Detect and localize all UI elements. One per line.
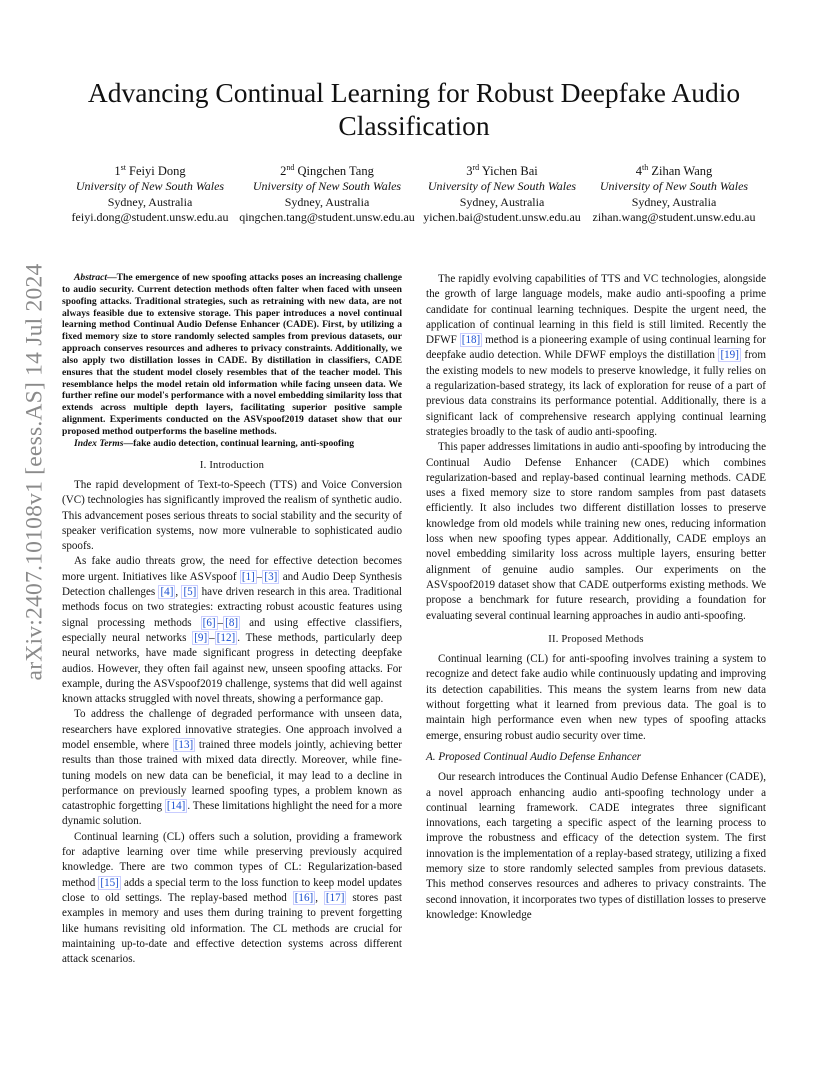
paragraph: This paper addresses limitations in audio anti-spoofing by introducing the Continual Audio Defense Enhancer (CADE) which combines regularization-based and replay-based continual learning methods. CADE uses a fixed memory size to store random samples from past datasets efficiently. It also includes two different distillation losses to preserve knowledge from old models while training new ones, reducing information loss when new spoofing types appear. Additionally, CADE employs an novel embedding similarity loss across multiple layers, ensuring better alignment of genuine audio samples. Our experiments on the ASVspoof2019 dataset show that CADE outperforms existing methods. We propose a benchmark for future research, providing a foundation for evaluating several continual learning approaches in audio anti-spoofing.: [426, 441, 766, 622]
citation-link[interactable]: [14]: [166, 800, 186, 813]
author-location: Sydney, Australia: [631, 194, 717, 209]
author-block: [232, 160, 422, 225]
author-location: Sydney, Australia: [284, 194, 370, 209]
paragraph: The rapidly evolving capabilities of TTS and VC technologies, alongside the growth of large language models, make audio anti-spoofing a prime candidate for continual learning techniques. Despite the urgent need, the application of continual learning in this field is still limited. Recently the DFWF [18] method is a pioneering example of using continual learning for deepfake audio detection. While DFWF employs the distillation [19] from the existing models to new models to preserve knowledge, it fully relies on a regularization-based strategy, its lack of exploration for reuse of a part of previous data constrains its performance potential. Additionally, there is a significant lack of comprehensive research applying continual learning strategies broadly to the task of audio anti-spoofing.: [426, 273, 766, 438]
citation-link[interactable]: [1]: [241, 570, 255, 583]
author-block: [412, 160, 592, 225]
citation-link[interactable]: [17]: [325, 891, 345, 904]
author-name: 2nd Qingchen Tang: [280, 163, 374, 179]
author-email: zihan.wang@student.unsw.edu.au: [592, 209, 756, 224]
author-email: yichen.bai@student.unsw.edu.au: [423, 209, 581, 224]
citation-link[interactable]: [5]: [183, 586, 197, 599]
citation-link[interactable]: [4]: [160, 586, 174, 599]
section-heading-introduction: I. Introduction: [199, 459, 265, 471]
author-affiliation: University of New South Wales: [75, 179, 225, 194]
author-name: 1st Feiyi Dong: [114, 163, 186, 179]
citation-link[interactable]: [9]: [194, 631, 208, 644]
author-email: qingchen.tang@student.unsw.edu.au: [239, 209, 415, 224]
paragraph: Continual learning (CL) offers such a solution, providing a framework for adaptive learning over time while preserving previously acquired knowledge. There are two common types of CL: Regularization-based method [15] adds a special term to the loss function to keep model updates close to old settings. The replay-based method [16] , [17] stores past examples in memory and uses them during training to prevent forgetting like humans revisiting old information. The CL methods are crucial for maintaining up-to-date and effective detection systems across different attack scenarios.: [62, 830, 402, 966]
abstract-label: Abstract: [74, 272, 108, 283]
paragraph: To address the challenge of degraded performance with unseen data, researchers have explored innovative strategies. One approach involved a model ensemble, where [13] trained three models jointly, achieving better results than those trained with mixed data directly. Moreover, while fine-tuning models on new data can be beneficial, it may lead to a decline in performance on previously learned spoofing types, a problem known as catastrophic forgetting [14] . These limitations highlight the need for a more dynamic solution.: [62, 708, 403, 828]
index-terms: [62, 438, 402, 450]
author-name: 3rd Yichen Bai: [466, 163, 538, 179]
author-location: Sydney, Australia: [459, 194, 545, 209]
citation-link[interactable]: [18]: [461, 334, 481, 347]
index-terms-text: —fake audio detection, continual learning, anti-spoofing: [123, 437, 355, 449]
citation-link[interactable]: [19]: [720, 349, 739, 362]
author-location: Sydney, Australia: [107, 194, 193, 209]
subsection-heading: A. Proposed Continual Audio Defense Enhancer: [426, 750, 642, 763]
author-affiliation: University of New South Wales: [599, 179, 749, 194]
citation-link[interactable]: [3]: [264, 570, 278, 583]
author-block: [584, 160, 764, 225]
citation-link[interactable]: [8]: [225, 616, 239, 629]
index-terms-label: Index Terms: [74, 437, 124, 449]
paragraph: Continual learning (CL) for anti-spoofing involves training a system to recognize and detect fake audio while continuously updating and improving its detection capabilities. This means the system learns from new data without forgetting what it learned from previous data. The goal is to maintain high performance even when new types of spoofing attacks emerge, ensuring robust audio security over time.: [426, 653, 766, 742]
citation-link[interactable]: [15]: [100, 876, 119, 889]
abstract: [62, 272, 402, 438]
paragraph: As fake audio threats grow, the need for effective detection becomes more urgent. Initiatives like ASVspoof [1] – [3] and Audio Deep Synthesis Detection challenges [4] , [5] have driven research in this area. Traditional methods focus on two strategies: extracting robust acoustic features using signal processing methods [6] – [8] and using effective classifiers, especially neural networks [9] – [12] . These methods, particularly deep neural networks, have made significant progress in detecting deepfake audios. However, they often fail against new, unseen spoofing attacks. For example, during the ASVspoof2019 challenge, systems that did well against known attacks struggled with novel threats, showing a performance gap.: [62, 555, 403, 706]
paragraph: Our research introduces the Continual Audio Defense Enhancer (CADE), a novel approach enhancing audio anti-spoofing technology under a continual learning framework. CADE integrates three significant innovations, each targeting a specific aspect of the learning process to improve the robustness and efficacy of the detection system. The first innovation is the implementation of a replay-based strategy, utilizing a fixed memory size to store randomly selected samples from previous datasets. This method conserves resources and adheres to privacy constraints. The second innovation, it incorporates two types of distillation losses to preserve knowledge: Knowledge: [426, 771, 766, 921]
paragraph: The rapid development of Text-to-Speech (TTS) and Voice Conversion (VC) technologies has significantly improved the realism of synthetic audio. This advancement poses serious threats to social stability and the security of speaker verification systems, now more vulnerable to sophisticated audio spoofs.: [62, 478, 402, 553]
author-name: 4th Zihan Wang: [635, 163, 713, 179]
citation-link[interactable]: [6]: [202, 616, 216, 629]
arxiv-watermark: [20, 263, 50, 681]
author-affiliation: University of New South Wales: [252, 179, 402, 194]
arxiv-identifier: arXiv:2407.10108v1 [eess.AS] 14 Jul 2024: [21, 263, 48, 681]
abstract-text: —The emergence of new spoofing attacks poses an increasing challenge to audio security. Current detection methods often falter when faced with unseen spoofing attacks. Traditional strategies, such as retraining with new data, are not always feasible due to extensive storage. This paper introduces a novel continual learning method Continual Audio Defense Enhancer (CADE). First, by utilizing a fixed memory size to store randomly selected samples from previous datasets, our approach conserves resources and adheres to privacy constraints. Additionally, we also apply two distillation losses in CADE. By distillation in classifiers, CADE ensures that the student model closely resembles that of the teacher model. This resemblance helps the model retain old information while facing unseen data. We further refine our model's performance with a novel embedding similarity loss that extends across multiple depth layers, facilitating superior positive sample alignment. Experiments conducted on the ASVspoof2019 dataset show that our proposed method outperforms the baseline methods.: [62, 272, 402, 437]
section-heading-proposed-methods: II. Proposed Methods: [548, 633, 644, 645]
author-email: feiyi.dong@student.unsw.edu.au: [71, 209, 229, 224]
author-block: [60, 160, 240, 225]
citation-link[interactable]: [13]: [174, 739, 194, 751]
author-affiliation: University of New South Wales: [427, 179, 577, 194]
paper-title: Advancing Continual Learning for Robust Deepfake Audio Classification: [87, 77, 741, 141]
citation-link[interactable]: [16]: [294, 891, 314, 904]
left-column: [62, 272, 402, 967]
citation-link[interactable]: [12]: [216, 631, 236, 644]
right-column: [426, 272, 766, 923]
